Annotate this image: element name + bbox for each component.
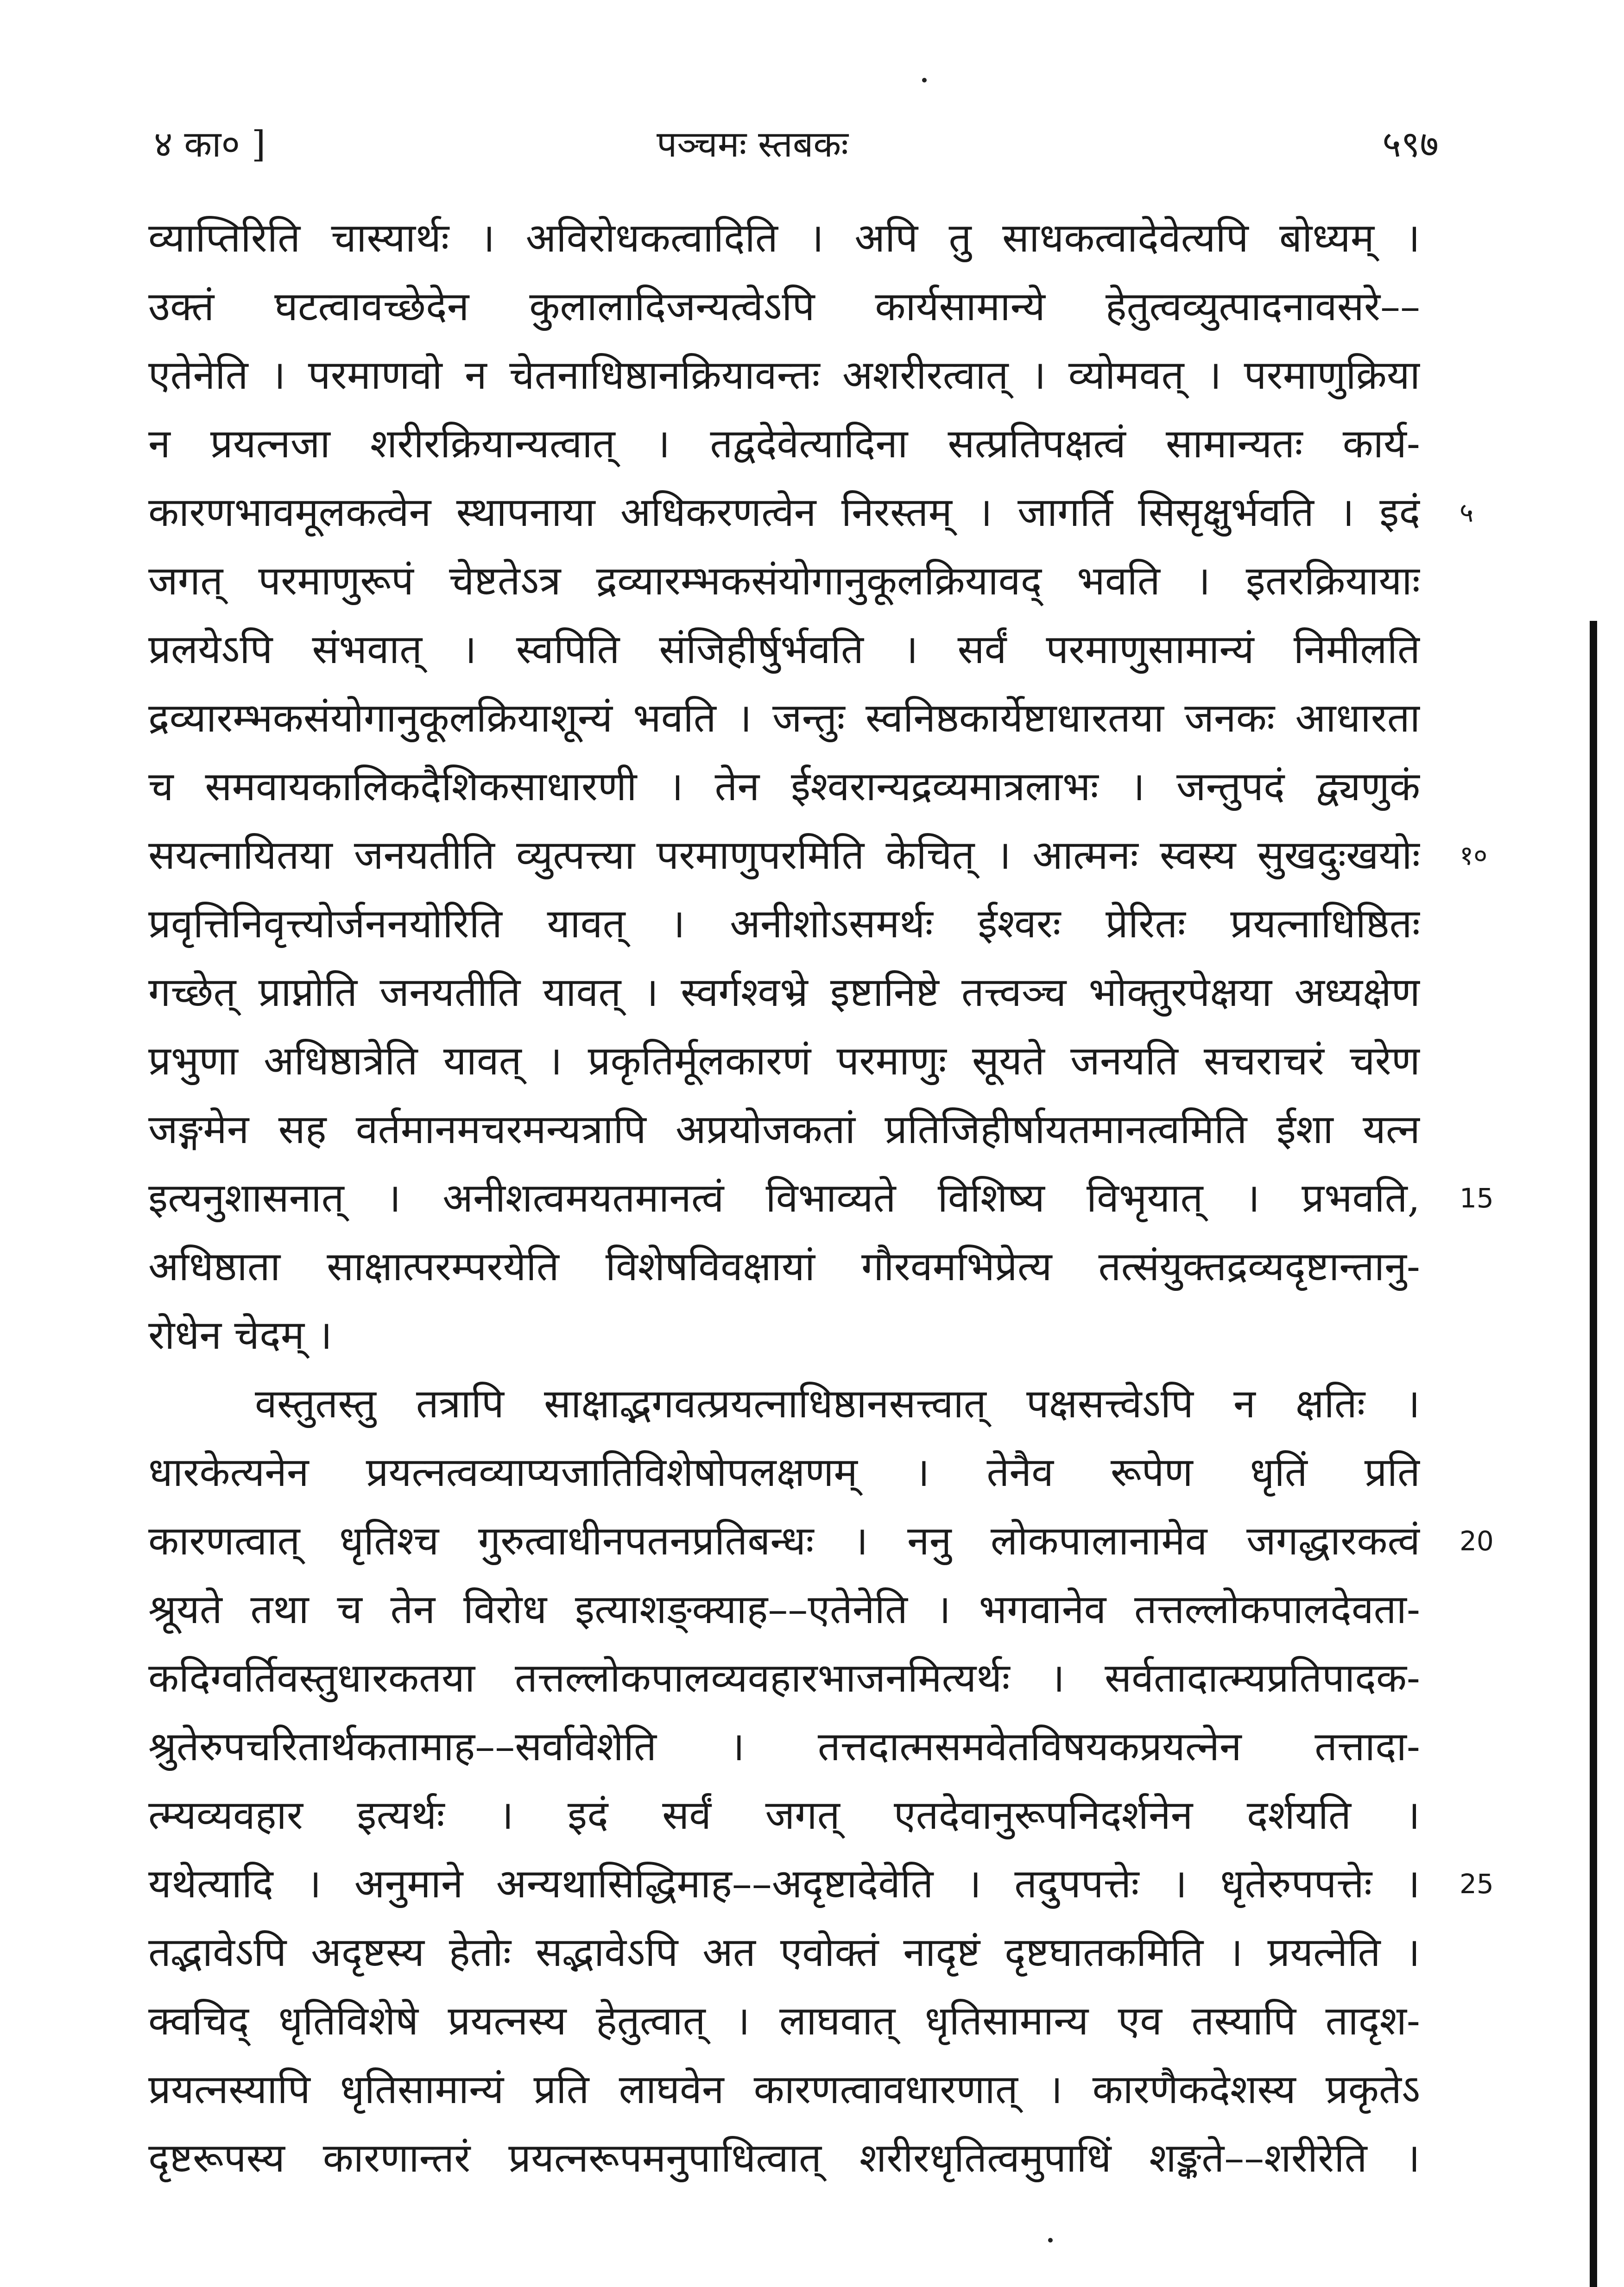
page-number: ५९७ (1382, 124, 1439, 165)
text-line: अधिष्ठाता साक्षात्परम्परयेति विशेषविवक्षायां गौरवमभिप्रेत्य तत्संयुक्तद्रव्यदृष्टान्तानु- (148, 1244, 1420, 1290)
text-line: एतेनेति । परमाणवो न चेतनाधिष्ठानक्रियावन्तः अशरीरत्वात् । व्योमवत् । परमाणुक्रिया (148, 352, 1420, 398)
text-line: जङ्गमेन सह वर्तमानमचरमन्यत्रापि अप्रयोजकतां प्रतिजिहीर्षायतमानत्वमिति ईशा यत्न (148, 1106, 1420, 1153)
text-line: जगत् परमाणुरूपं चेष्टतेऽत्र द्रव्यारम्भकसंयोगानुकूलक्रियावद् भवति । इतरक्रियायाः (148, 558, 1420, 604)
text-line: प्रभुणा अधिष्ठात्रेति यावत् । प्रकृतिर्मूलकारणं परमाणुः सूयते जनयति सचराचरं चरेण (148, 1038, 1420, 1084)
page-edge-shadow (1590, 621, 1597, 2287)
text-line: श्रुतेरुपचरितार्थकतामाह––सर्वावेशेति । तत्तदात्मसमवेतविषयकप्रयत्नेन तत्तादा- (148, 1724, 1420, 1770)
text-line: न प्रयत्नजा शरीरक्रियान्यत्वात् । तद्वदेवेत्यादिना सत्प्रतिपक्षत्वं सामान्यतः कार्य- (148, 421, 1420, 467)
text-line: कारणभावमूलकत्वेन स्थापनाया अधिकरणत्वेन निरस्तम् । जागर्ति सिसृक्षुर्भवति । इदं (148, 489, 1420, 536)
text-line: सयत्नायितया जनयतीति व्युत्पत्त्या परमाणुपरमिति केचित् । आत्मनः स्वस्य सुखदुःखयोः (148, 832, 1420, 878)
text-line: धारकेत्यनेन प्रयत्नत्वव्याप्यजातिविशेषोपलक्षणम् । तेनैव रूपेण धृतिं प्रति (148, 1449, 1420, 1496)
text-line: द्रव्यारम्भकसंयोगानुकूलक्रियाशून्यं भवति । जन्तुः स्वनिष्ठकार्येष्टाधारतया जनकः आधारता (148, 695, 1420, 741)
text-line: प्रयत्नस्यापि धृतिसामान्यं प्रति लाघवेन कारणत्वावधारणात् । कारणैकदेशस्य प्रकृतेऽ (148, 2066, 1420, 2113)
text-line: कारणत्वात् धृतिश्च गुरुत्वाधीनपतनप्रतिबन्धः । ननु लोकपालानामेव जगद्धारकत्वं (148, 1518, 1420, 1564)
text-line: वस्तुतस्तु तत्रापि साक्षाद्भगवत्प्रयत्नाधिष्ठानसत्त्वात् पक्षसत्त्वेऽपि न क्षतिः । (255, 1381, 1420, 1427)
line-number-marker: ५ (1460, 497, 1474, 528)
line-number-marker: 20 (1460, 1525, 1494, 1557)
text-line: व्याप्तिरिति चास्यार्थः । अविरोधकत्वादिति । अपि तु साधकत्वादेवेत्यपि बोध्यम् । (148, 215, 1420, 261)
header-section-label: ४ का० ] (154, 124, 266, 165)
running-header (154, 118, 1439, 169)
text-line: गच्छेत् प्राप्नोति जनयतीति यावत् । स्वर्गश्वभ्रे इष्टानिष्टे तत्त्वञ्च भोक्तुरपेक्षया अध्यक्षेण (148, 969, 1420, 1016)
ink-speck (922, 78, 927, 82)
text-line: दृष्टरूपस्य कारणान्तरं प्रयत्नरूपमनुपाधित्वात् शरीरधृतित्वमुपाधिं शङ्कते––शरीरेति । (148, 2135, 1420, 2181)
text-line: कदिग्वर्तिवस्तुधारकतया तत्तल्लोकपालव्यवहारभाजनमित्यर्थः । सर्वतादात्म्यप्रतिपादक- (148, 1655, 1420, 1701)
text-line: प्रवृत्तिनिवृत्त्योर्जननयोरिति यावत् । अनीशोऽसमर्थः ईश्वरः प्रेरितः प्रयत्नाधिष्ठितः (148, 901, 1420, 947)
ink-speck (1048, 2238, 1053, 2243)
text-line: यथेत्यादि । अनुमाने अन्यथासिद्धिमाह––अदृष्टादेवेति । तदुपपत्तेः । धृतेरुपपत्तेः । (148, 1861, 1420, 1907)
text-line: त्म्यव्यवहार इत्यर्थः । इदं सर्वं जगत् एतदेवानुरूपनिदर्शनेन दर्शयति । (148, 1792, 1420, 1838)
text-line: रोधेन चेदम् । (148, 1312, 333, 1358)
text-line: उक्तं घटत्वावच्छेदेन कुलालादिजन्यत्वेऽपि कार्यसामान्ये हेतुत्वव्युत्पादनावसरे–– (148, 284, 1420, 330)
header-chapter-title: पञ्चमः स्तबकः (657, 124, 849, 165)
line-number-marker: १० (1460, 840, 1488, 871)
commentary-text (148, 204, 1420, 2192)
text-line: इत्यनुशासनात् । अनीशत्वमयतमानत्वं विभाव्यते विशिष्य विभृयात् । प्रभवति, (148, 1175, 1420, 1221)
text-line: प्रलयेऽपि संभवात् । स्वपिति संजिहीर्षुर्भवति । सर्वं परमाणुसामान्यं निमीलति (148, 626, 1420, 673)
text-line: च समवायकालिकदैशिकसाधारणी । तेन ईश्वरान्यद्रव्यमात्रलाभः । जन्तुपदं द्व्यणुकं (148, 764, 1420, 810)
line-number-marker: 25 (1460, 1868, 1494, 1900)
text-line: तद्भावेऽपि अदृष्टस्य हेतोः सद्भावेऽपि अत एवोक्तं नादृष्टं दृष्टघातकमिति । प्रयत्नेति । (148, 1929, 1420, 1976)
line-number-marker: 15 (1460, 1182, 1494, 1214)
text-line: क्वचिद् धृतिविशेषे प्रयत्नस्य हेतुत्वात् । लाघवात् धृतिसामान्य एव तस्यापि तादृश- (148, 1998, 1420, 2044)
text-line: श्रूयते तथा च तेन विरोध इत्याशङ्क्याह––एतेनेति । भगवानेव तत्तल्लोकपालदेवता- (148, 1586, 1420, 1633)
